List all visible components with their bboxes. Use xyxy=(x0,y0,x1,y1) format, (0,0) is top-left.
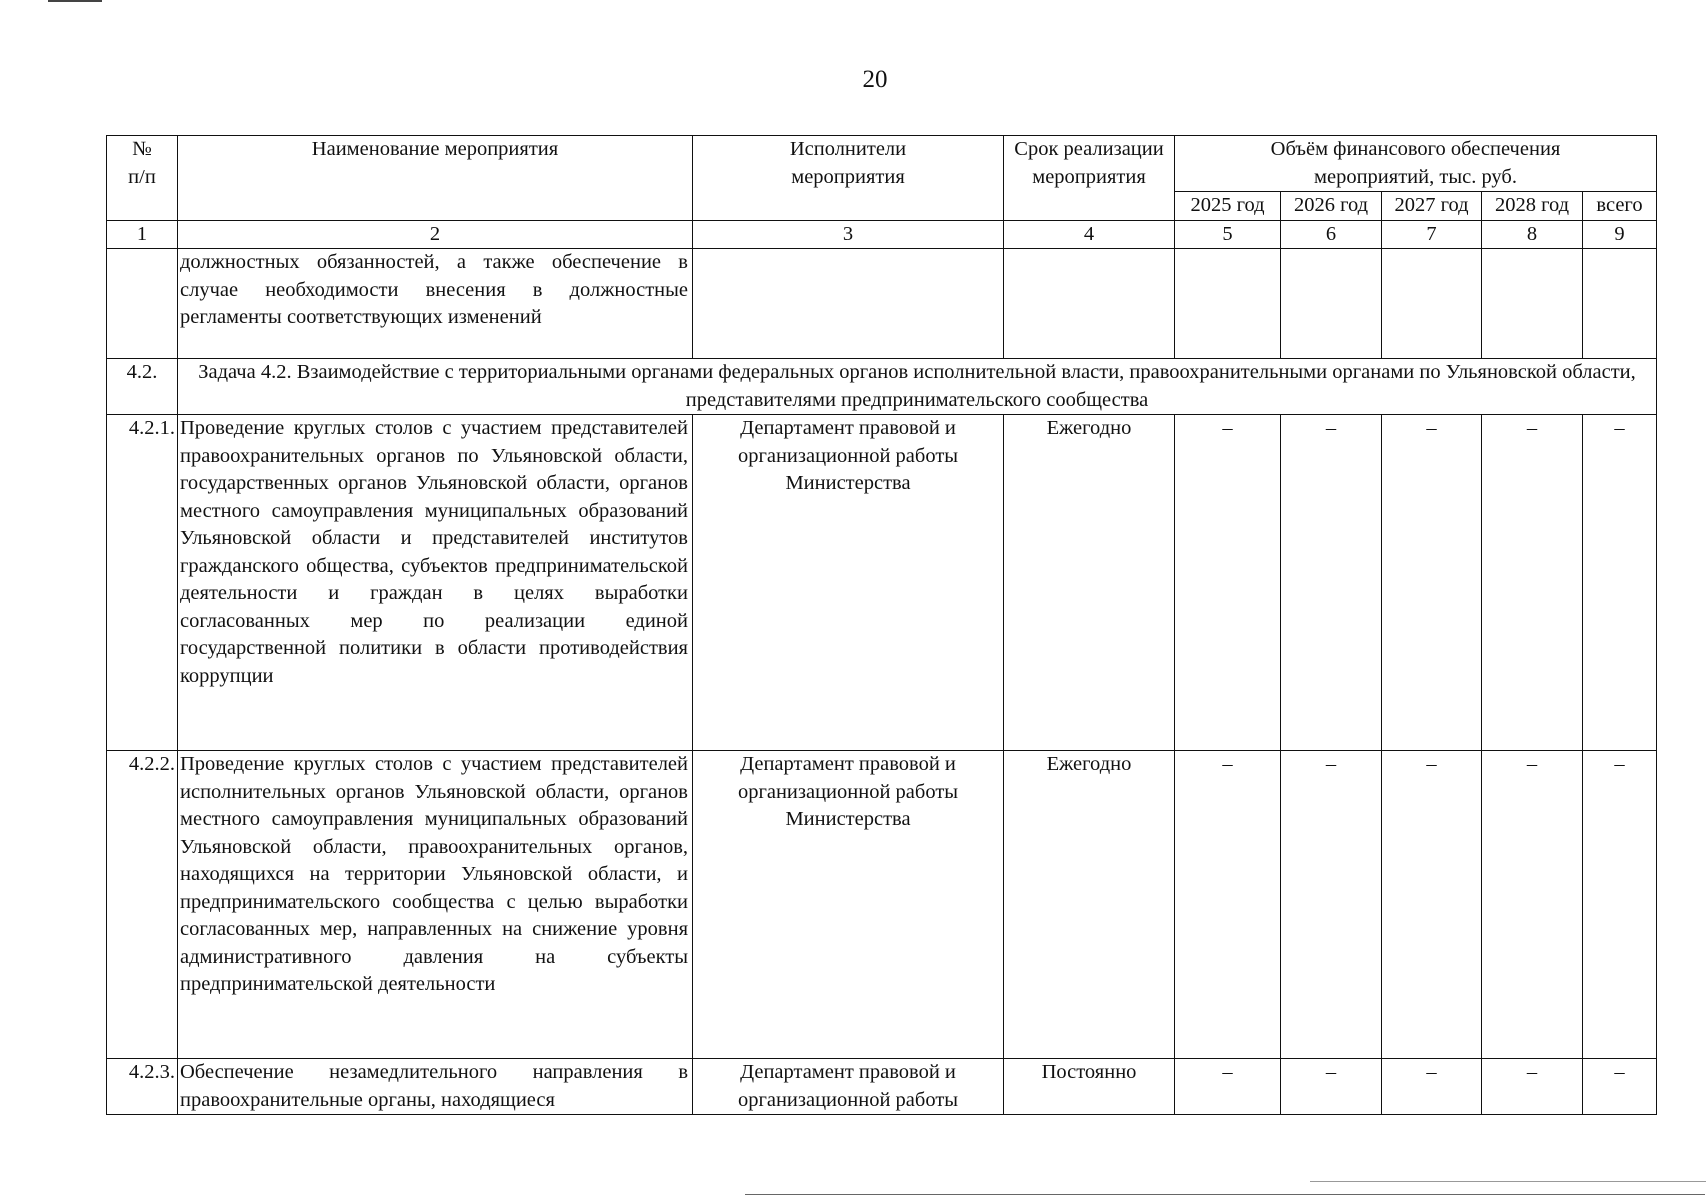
row-value-2028: – xyxy=(1482,1059,1583,1115)
row-value-2028: – xyxy=(1482,751,1583,1059)
measures-table xyxy=(106,135,1657,1115)
row-value-2026: – xyxy=(1281,1059,1382,1115)
table-row xyxy=(107,1059,1657,1115)
column-number: 8 xyxy=(1482,220,1583,249)
row-value-total: – xyxy=(1583,751,1657,1059)
header-year-2028: 2028 год xyxy=(1482,192,1583,221)
continuation-text: должностных обязанностей, а также обеспечение в случае необходимости внесения в должностные регламенты соответствующих изменений xyxy=(178,249,693,359)
header-term: Срок реализации мероприятия xyxy=(1004,136,1175,221)
header-executors: Исполнители мероприятия xyxy=(693,136,1004,221)
column-number: 6 xyxy=(1281,220,1382,249)
page-number: 20 xyxy=(862,66,888,93)
row-value-2027: – xyxy=(1382,1059,1482,1115)
header-name: Наименование мероприятия xyxy=(178,136,693,221)
row-term: Постоянно xyxy=(1004,1059,1175,1115)
task-row xyxy=(107,359,1657,415)
scan-artifact-line xyxy=(745,1194,1705,1195)
row-num: 4.2.3. xyxy=(107,1059,178,1115)
row-text: Проведение круглых столов с участием представителей правоохранительных органов по Ульяновской области, государственных органов Ульяновской области, органов местного самоуправления муниципальных образований Ульяновской области и представителей институтов гражданского общества, субъектов предпринимательской деятельности и граждан в целях выработки согласованных мер по реализации единой государственной политики в области противодействия коррупции xyxy=(178,415,693,751)
row-num: 4.2.1. xyxy=(107,415,178,751)
header-year-2025: 2025 год xyxy=(1175,192,1281,221)
column-number: 2 xyxy=(178,220,693,249)
row-executor: Департамент правовой и организационной работы xyxy=(693,1059,1004,1115)
column-number: 9 xyxy=(1583,220,1657,249)
row-value-2026: – xyxy=(1281,751,1382,1059)
header-num: № п/п xyxy=(107,136,178,221)
row-value-total: – xyxy=(1583,1059,1657,1115)
row-value-total: – xyxy=(1583,415,1657,751)
row-value-2025: – xyxy=(1175,415,1281,751)
row-executor: Департамент правовой и организационной работы Министерства xyxy=(693,415,1004,751)
column-number: 4 xyxy=(1004,220,1175,249)
scan-artifact-line xyxy=(1310,1181,1706,1182)
row-text: Обеспечение незамедлительного направления в правоохранительные органы, находящиеся xyxy=(178,1059,693,1115)
header-finance: Объём финансового обеспечения мероприятий, тыс. руб. xyxy=(1175,136,1657,192)
row-term: Ежегодно xyxy=(1004,751,1175,1059)
row-value-2025: – xyxy=(1175,751,1281,1059)
row-value-2028: – xyxy=(1482,415,1583,751)
header-year-2027: 2027 год xyxy=(1382,192,1482,221)
row-text: Проведение круглых столов с участием представителей исполнительных органов Ульяновской области, органов местного самоуправления муниципальных образований Ульяновской области, правоохранительных органов, находящихся на территории Ульяновской области, и предпринимательского сообщества с целью выработки согласованных мер, направленных на снижение уровня административного давления на субъекты предпринимательской деятельности xyxy=(178,751,693,1059)
scan-artifact-line xyxy=(48,0,102,2)
row-num: 4.2.2. xyxy=(107,751,178,1059)
column-number: 1 xyxy=(107,220,178,249)
row-term: Ежегодно xyxy=(1004,415,1175,751)
task-text: Задача 4.2. Взаимодействие с территориальными органами федеральных органов исполнительной власти, правоохранительными органами по Ульяновской области, представителями предпринимательского сообщества xyxy=(178,359,1657,415)
column-number: 5 xyxy=(1175,220,1281,249)
task-num: 4.2. xyxy=(107,359,178,415)
header-total: всего xyxy=(1583,192,1657,221)
header-year-2026: 2026 год xyxy=(1281,192,1382,221)
row-value-2027: – xyxy=(1382,751,1482,1059)
row-value-2025: – xyxy=(1175,1059,1281,1115)
row-value-2027: – xyxy=(1382,415,1482,751)
continuation-row xyxy=(107,249,1657,359)
row-executor: Департамент правовой и организационной работы Министерства xyxy=(693,751,1004,1059)
column-number: 3 xyxy=(693,220,1004,249)
column-number-row xyxy=(107,220,1657,249)
table-row xyxy=(107,415,1657,751)
column-number: 7 xyxy=(1382,220,1482,249)
row-value-2026: – xyxy=(1281,415,1382,751)
table-row xyxy=(107,751,1657,1059)
